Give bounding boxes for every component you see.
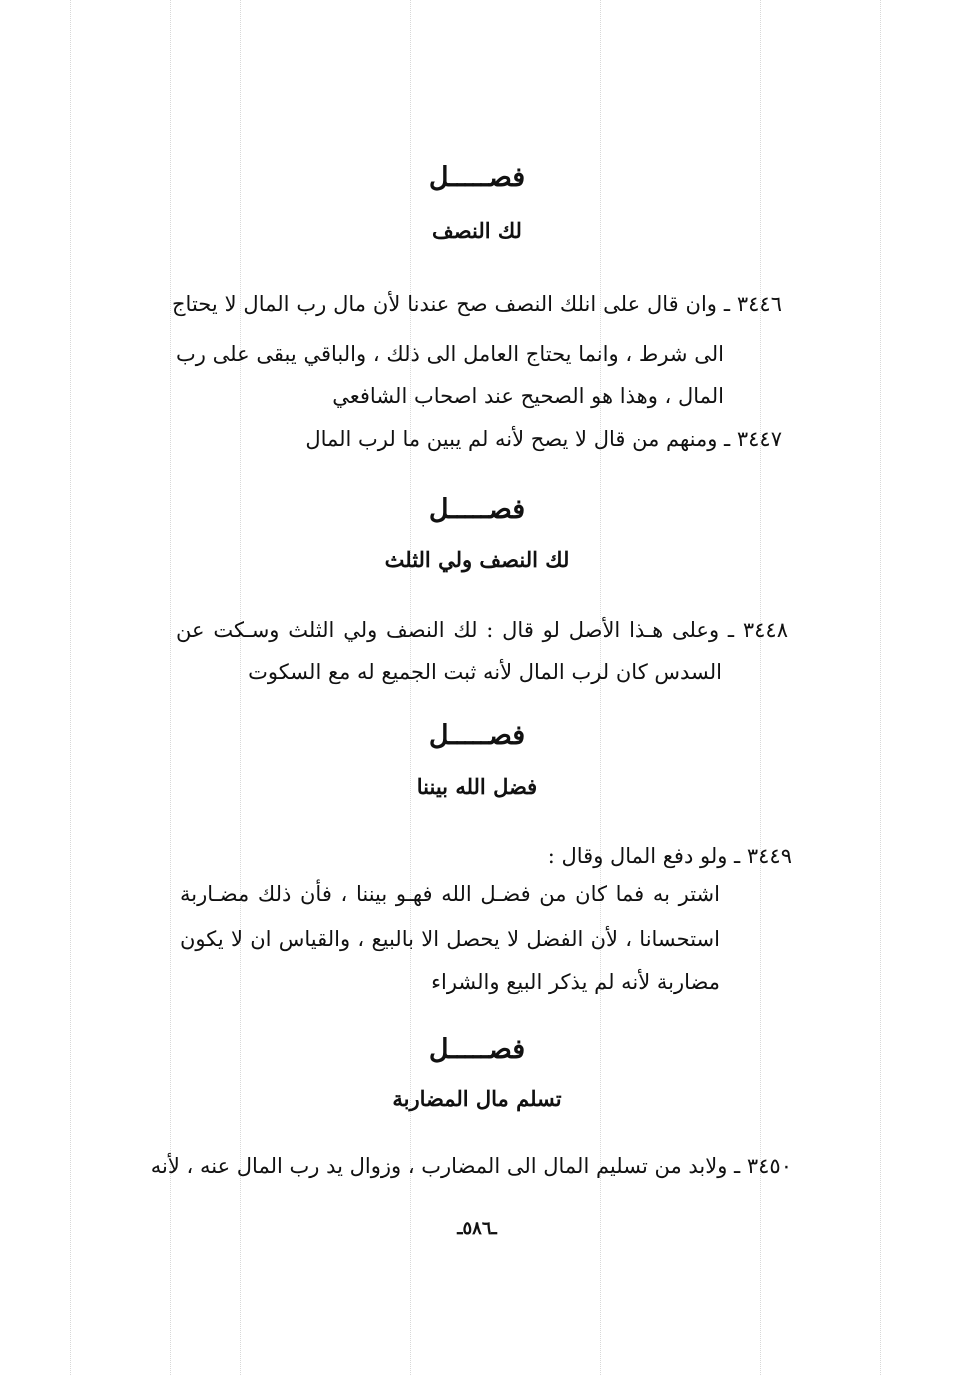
text-line: ٣٤٤٧ ـ ومنهم من قال لا يصح لأنه لم يبين ما لرب المال	[305, 427, 782, 451]
text-line: ٣٤٤٨ ـ وعلى هـذا الأصل لو قال : لك النصف ولي الثلث وسـكت عن	[176, 618, 788, 642]
text-line: الى شرط ، وانما يحتاج العامل الى ذلك ، والباقي يبقى على رب	[176, 342, 724, 366]
text-line: ٣٤٥٠ ـ ولابد من تسليم المال الى المضارب ، وزوال يد رب المال عنه ، لأنه	[150, 1154, 792, 1178]
text-line: المال ، وهذا هو الصحيح عند اصحاب الشافعي	[332, 384, 724, 408]
section-subtitle: لك النصف ولي الثلث	[384, 547, 570, 572]
text-line: السدس كان لرب المال لأنه ثبت الجميع له مع السكوت	[248, 660, 722, 684]
section-heading: فصـــــل	[428, 494, 526, 525]
scan-guide	[880, 0, 881, 1375]
section-heading: فصـــــل	[428, 1034, 526, 1065]
section-heading: فصـــــل	[428, 162, 526, 193]
text-line: مضاربة لأنه لم يذكر البيع والشراء	[431, 970, 720, 994]
section-heading: فصـــــل	[428, 720, 526, 751]
section-subtitle: لك النصف	[432, 218, 522, 243]
text-line: اشتر به فما كان من فضـل الله فهـو بيننا ، فأن ذلك مضـاربة	[180, 882, 720, 906]
text-line: استحسانا ، لأن الفضل لا يحصل الا بالبيع ، والقياس ان لا يكون	[180, 927, 720, 951]
text-line: ٣٤٤٩ ـ ولو دفع المال وقال :	[547, 844, 792, 868]
section-subtitle: فضل الله بيننا	[416, 774, 538, 799]
scan-guide	[70, 0, 71, 1375]
page-number: ـ٥٨٦ـ	[457, 1218, 497, 1239]
section-subtitle: تسلم مال المضاربة	[392, 1086, 562, 1111]
text-line: ٣٤٤٦ ـ وان قال على انلك النصف صح عندنا لأن مال رب المال لا يحتاج	[172, 292, 782, 316]
